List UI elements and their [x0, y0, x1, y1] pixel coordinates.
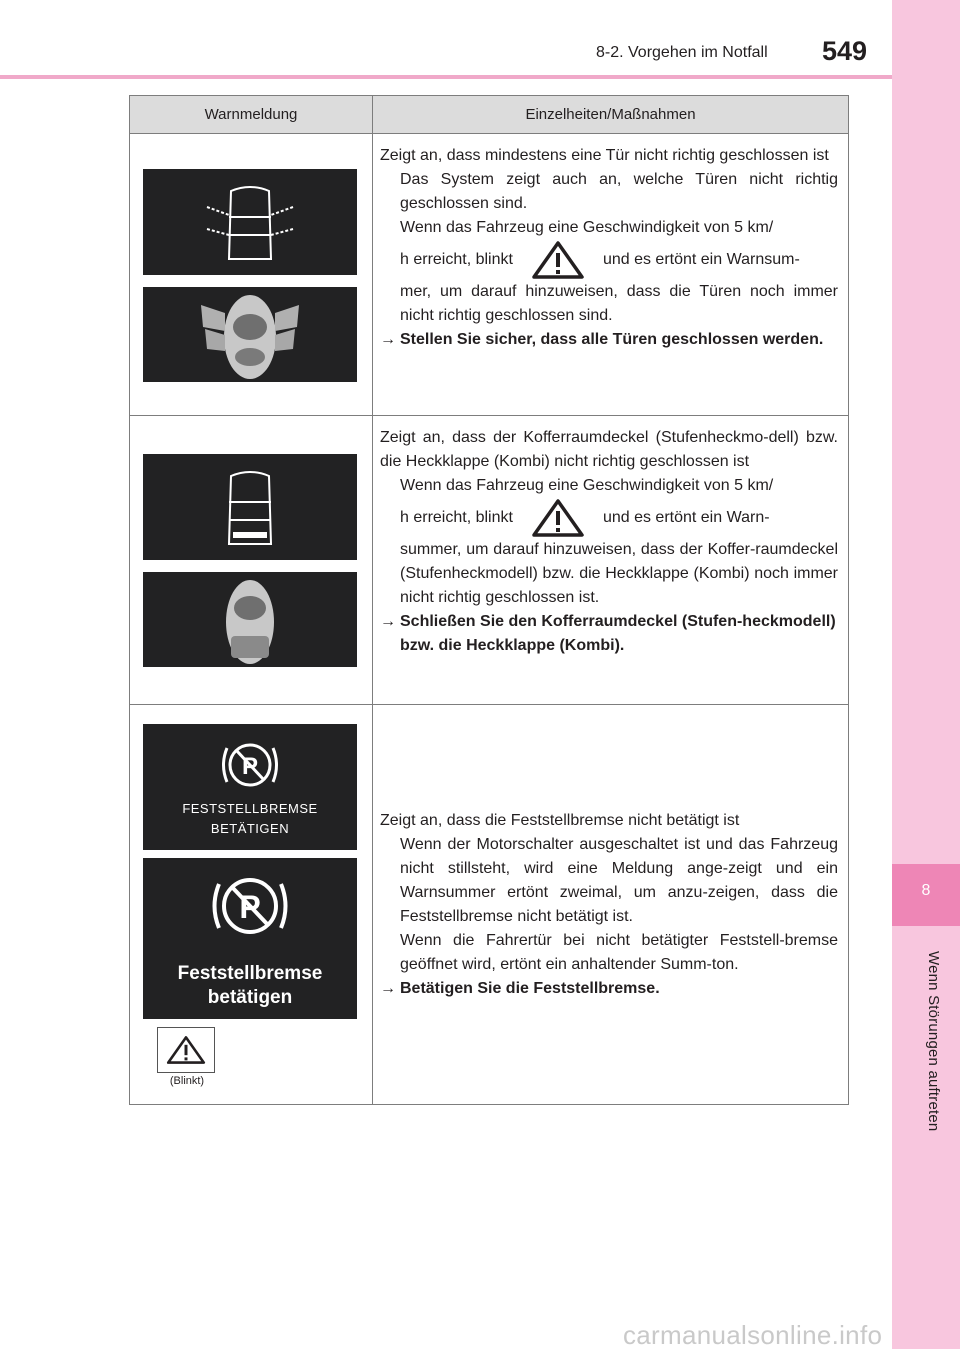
- warning-image-cell: [130, 416, 373, 705]
- detail-text: Das System zeigt auch an, welche Türen nicht richtig geschlossen sind.: [400, 171, 838, 212]
- warning-triangle-icon: [531, 240, 585, 280]
- detail-text: h erreicht, blinkt: [400, 251, 513, 269]
- detail-text: Wenn das Fahrzeug eine Geschwindigkeit von 5 km/: [400, 219, 774, 236]
- detail-text: Wenn die Fahrertür bei nicht betätigter Feststell-bremse geöffnet wird, ertönt ein anhaltender Summ-ton.: [400, 931, 838, 973]
- car-doors-open-icon: [143, 287, 357, 382]
- trunk-outline-display: [143, 454, 357, 560]
- detail-text: summer, um darauf hinzuweisen, dass der Koffer-raumdeckel (Stufenheckmodell) bzw. die Heckklappe (Kombi) noch immer nicht richtig geschlossen ist.: [400, 541, 838, 606]
- warning-details-cell: [373, 705, 849, 1105]
- parking-brake-icon: [207, 868, 293, 944]
- warning-lamp: [157, 1027, 215, 1073]
- lead-text: Zeigt an, dass die Feststellbremse nicht betätigt ist: [380, 811, 740, 829]
- action-text: [380, 328, 838, 352]
- detail-text: Wenn das Fahrzeug eine Geschwindigkeit von 5 km/: [400, 477, 774, 494]
- detail-text: und es ertönt ein Warnsum-: [602, 251, 800, 269]
- trunk-open-icon: [143, 454, 357, 560]
- display-text: BETÄTIGEN: [210, 821, 290, 836]
- table-row: [130, 705, 849, 1105]
- col-header-warning: Warnmeldung: [130, 96, 373, 134]
- action-text: [380, 610, 838, 658]
- chapter-title: Wenn Störungen auftreten: [925, 951, 942, 1132]
- detail-text: h erreicht, blinkt: [400, 509, 513, 527]
- display-text: Feststellbremse: [177, 963, 323, 984]
- blink-indicator: [157, 1027, 217, 1087]
- chapter-sidebar: [892, 0, 960, 1349]
- svg-text:P: P: [241, 753, 259, 780]
- parking-brake-icon: [218, 736, 282, 794]
- section-title: 8-2. Vorgehen im Notfall: [596, 44, 768, 61]
- table-row: [130, 416, 849, 705]
- warning-image-cell: [130, 705, 373, 1105]
- display-text: betätigen: [207, 987, 293, 1008]
- warning-triangle-icon: [166, 1033, 206, 1067]
- action-label: Betätigen Sie die Feststellbremse.: [400, 979, 660, 997]
- arrow-icon: →: [380, 331, 396, 348]
- table-header-row: [130, 96, 849, 134]
- blink-label: (Blinkt): [169, 1075, 205, 1087]
- col-header-details: Einzelheiten/Maßnahmen: [373, 96, 849, 134]
- warning-image-cell: [130, 134, 373, 416]
- detail-text: [380, 474, 838, 610]
- arrow-icon: →: [380, 613, 396, 630]
- warning-details-cell: [373, 134, 849, 416]
- watermark: carmanualsonline.info: [623, 1320, 883, 1350]
- detail-text: [380, 216, 838, 328]
- chapter-number: 8: [921, 882, 931, 899]
- trunk-car-display: [143, 572, 357, 667]
- door-open-icon: [143, 169, 357, 275]
- detail-text: und es ertönt ein Warn-: [602, 509, 770, 527]
- action-label: Schließen Sie den Kofferraumdeckel (Stufen-heckmodell) bzw. die Heckklappe (Kombi).: [400, 613, 836, 654]
- warning-table: [129, 95, 849, 1105]
- lead-text: Zeigt an, dass mindestens eine Tür nicht richtig geschlossen ist: [380, 147, 829, 164]
- action-label: Stellen Sie sicher, dass alle Türen geschlossen werden.: [400, 331, 824, 348]
- door-outline-display: [143, 169, 357, 275]
- page-number: 549: [822, 36, 868, 66]
- table-row: [130, 134, 849, 416]
- arrow-icon: →: [380, 979, 396, 997]
- action-text: [380, 977, 838, 1001]
- detail-text: Wenn der Motorschalter ausgeschaltet ist und das Fahrzeug nicht stillsteht, wird eine Meldung ange-zeigt und ein Warnsummer ertönt zweimal, um anzu-zeigen, dass die Feststellbremse nicht betätigt ist.: [400, 835, 838, 925]
- warning-triangle-icon: [531, 498, 585, 538]
- parking-brake-text-display: [143, 724, 357, 850]
- parking-brake-graphic-display: [143, 858, 357, 1019]
- warning-details-cell: [373, 416, 849, 705]
- svg-text:P: P: [239, 889, 261, 925]
- detail-text: mer, um darauf hinzuweisen, dass die Türen noch immer nicht richtig geschlossen sind.: [400, 283, 838, 324]
- lead-text: Zeigt an, dass der Kofferraumdeckel (Stufenheckmo-dell) bzw. die Heckklappe (Kombi) nicht richtig geschlossen ist: [380, 429, 838, 470]
- header-rule: [0, 75, 892, 79]
- door-car-display: [143, 287, 357, 382]
- display-text: FESTSTELLBREMSE: [182, 801, 318, 816]
- car-trunk-open-icon: [143, 572, 357, 667]
